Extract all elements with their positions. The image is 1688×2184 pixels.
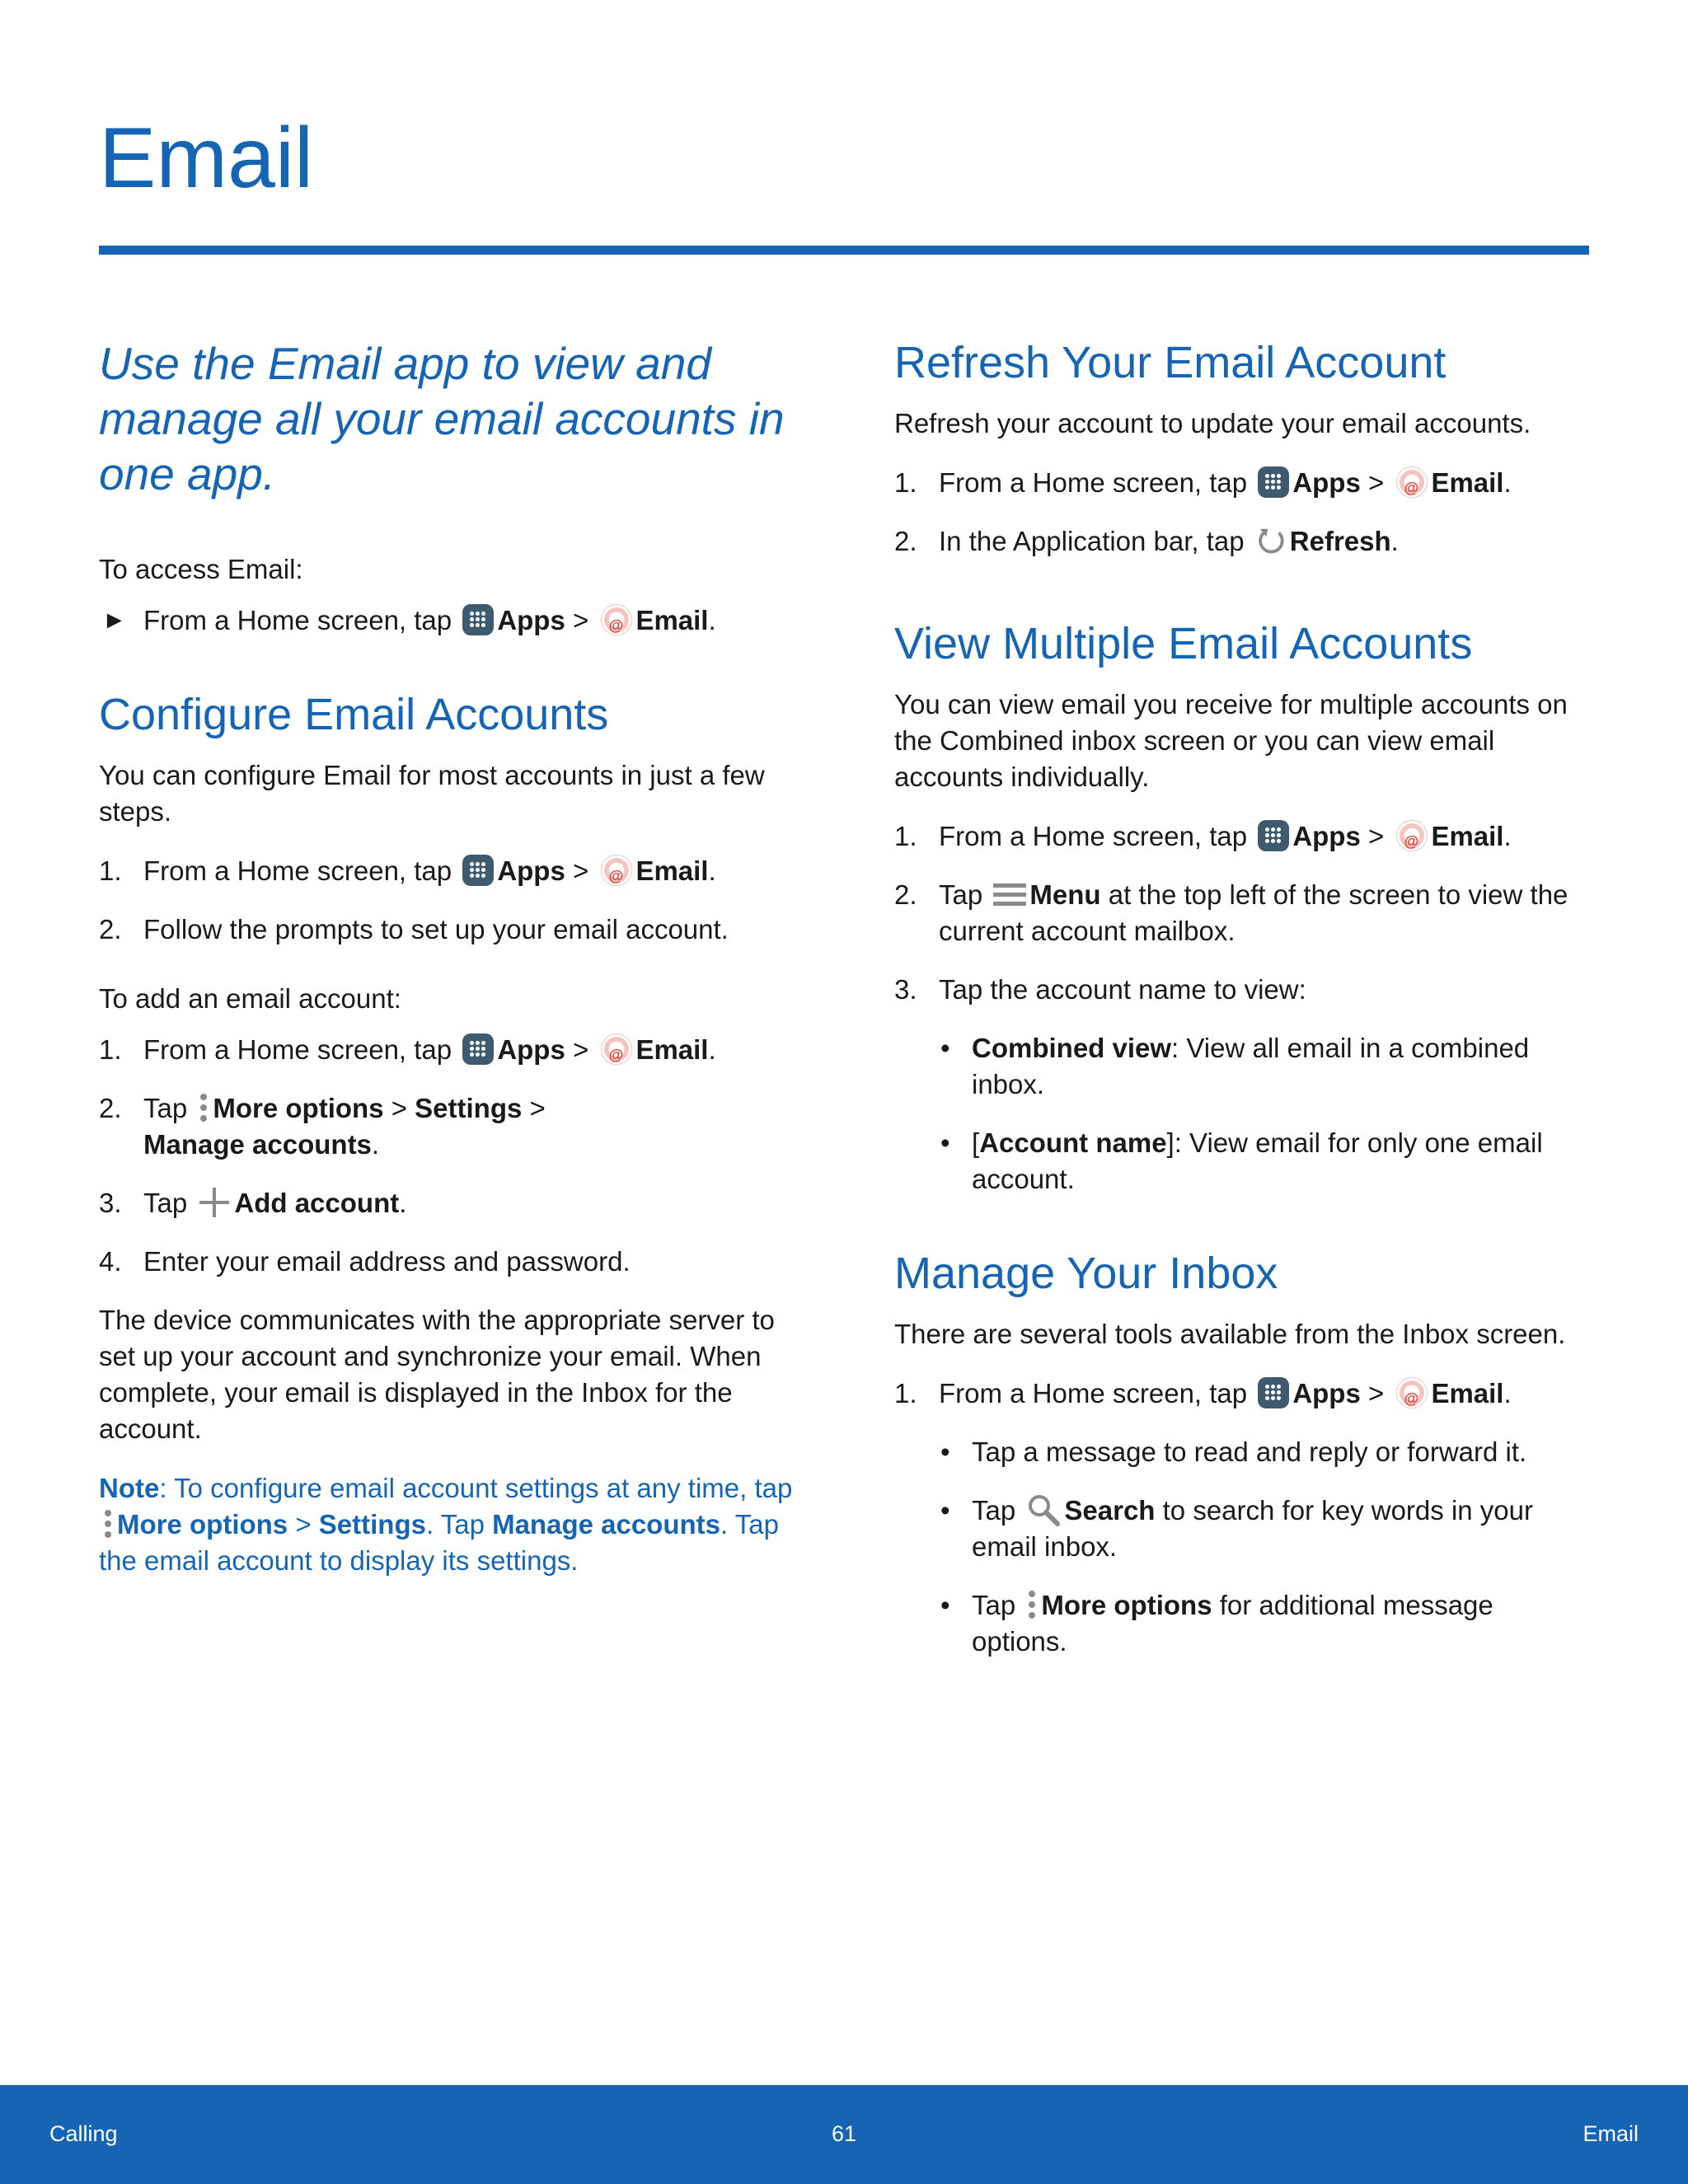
multiple-steps bbox=[894, 818, 1591, 1197]
page-number: 61 bbox=[831, 2121, 857, 2146]
refresh-steps bbox=[894, 465, 1591, 560]
note-text: Note: To configure email account settings at any time, tap More options > Settings. Tap Manage accounts. Tap the email account to display its settings. bbox=[99, 1473, 793, 1576]
more-options-icon bbox=[102, 1508, 114, 1541]
email-app-icon bbox=[1395, 1376, 1428, 1408]
refresh-section bbox=[894, 336, 1591, 560]
refresh-heading: Refresh Your Email Account bbox=[894, 338, 1447, 387]
refresh-icon bbox=[1255, 526, 1287, 557]
apps-grid-icon bbox=[462, 604, 494, 635]
email-app-icon bbox=[599, 853, 632, 886]
list-item: 4. Enter your email address and password. bbox=[99, 1246, 631, 1277]
intro-text: Use the Email app to view and manage all your email accounts in one app. bbox=[99, 338, 785, 499]
inbox-tools bbox=[939, 1434, 1591, 1660]
apps-grid-icon bbox=[462, 1033, 494, 1065]
list-item: • Combined view: View all email in a combined inbox. bbox=[940, 1033, 1530, 1099]
more-options-icon bbox=[198, 1092, 209, 1125]
configure-desc: You can configure Email for most accounts in just a few steps. bbox=[99, 760, 765, 827]
list-item: 3. Tap Add account. bbox=[99, 1188, 407, 1218]
multiple-section bbox=[894, 617, 1591, 1197]
multiple-desc: You can view email you receive for multiple accounts on the Combined inbox screen or you can view email accounts individually. bbox=[894, 689, 1568, 792]
left-column bbox=[99, 336, 799, 1579]
add-account-steps bbox=[99, 1032, 799, 1280]
account-view-options bbox=[939, 1030, 1591, 1197]
list-item: 2. Follow the prompts to set up your email account. bbox=[99, 914, 729, 944]
list-item: • Tap a message to read and reply or forward it. bbox=[940, 1436, 1527, 1467]
refresh-desc: Refresh your account to update your email accounts. bbox=[894, 408, 1531, 438]
device-text: The device communicates with the appropriate server to set up your account and synchronize your email. When complete, your email is displayed in the Inbox for the account. bbox=[99, 1305, 775, 1444]
email-app-icon bbox=[599, 602, 632, 635]
apps-grid-icon bbox=[1258, 466, 1289, 498]
title-rule bbox=[99, 246, 1589, 255]
page-footer bbox=[0, 2085, 1688, 2184]
footer-chapter-label: Email bbox=[1582, 2121, 1639, 2146]
access-label: To access Email: bbox=[99, 554, 303, 584]
list-item: • [Account name]: View email for only one email account. bbox=[940, 1127, 1543, 1194]
hamburger-menu-icon bbox=[993, 881, 1026, 909]
more-options-icon bbox=[1026, 1589, 1038, 1622]
email-app-icon bbox=[1395, 818, 1428, 851]
list-item: • Tap Search to search for key words in your email inbox. bbox=[939, 1493, 1591, 1565]
inbox-steps bbox=[894, 1376, 1591, 1660]
multiple-heading: View Multiple Email Accounts bbox=[894, 619, 1473, 668]
search-icon bbox=[1026, 1493, 1061, 1527]
list-item: 2. Tap Menu at the top left of the screen to view the current account mailbox. bbox=[894, 879, 1568, 946]
plus-icon bbox=[198, 1186, 231, 1219]
list-item: 2. In the Application bar, tap Refresh. bbox=[894, 526, 1399, 556]
triangle-bullet-icon: ► bbox=[102, 607, 127, 634]
page-title: Email bbox=[99, 110, 314, 206]
list-item: 1. From a Home screen, tap Apps > @ Email. bbox=[99, 853, 799, 889]
list-item: 1. From a Home screen, tap Apps > @ Email. bbox=[99, 1032, 799, 1068]
configure-steps bbox=[99, 853, 799, 948]
list-item: 1. From a Home screen, tap Apps > @ Email. bbox=[894, 465, 1591, 501]
list-item: • Tap More options for additional message options. bbox=[940, 1590, 1493, 1657]
apps-grid-icon bbox=[1258, 1377, 1289, 1408]
list-item: 1. From a Home screen, tap Apps > @ Email. bbox=[894, 818, 1591, 855]
apps-grid-icon bbox=[1258, 820, 1289, 851]
list-item: 3. Tap the account name to view: • Combined view: View all email in a combined inbox. • [Account name]: View email for only one email account. bbox=[894, 972, 1591, 1197]
configure-section bbox=[99, 688, 799, 1579]
footer-section-label: Calling bbox=[49, 2121, 118, 2146]
add-account-label: To add an email account: bbox=[99, 983, 401, 1014]
list-item: 2. Tap More options > Settings > Manage accounts. bbox=[99, 1093, 546, 1160]
configure-heading: Configure Email Accounts bbox=[99, 690, 609, 739]
email-app-icon bbox=[599, 1032, 632, 1065]
inbox-heading: Manage Your Inbox bbox=[894, 1249, 1278, 1298]
list-item: 1. From a Home screen, tap Apps > @ Email. • Tap a message to read and reply or forward it. • Tap Search to search for key words in your email inbox. • Tap More options for additional message options. bbox=[894, 1376, 1591, 1660]
inbox-section bbox=[894, 1247, 1591, 1660]
apps-grid-icon bbox=[462, 855, 494, 886]
inbox-desc: There are several tools available from the Inbox screen. bbox=[894, 1319, 1566, 1349]
email-app-icon bbox=[1395, 465, 1428, 498]
access-step: ► From a Home screen, tap Apps > @ Email. bbox=[99, 602, 799, 639]
right-column bbox=[894, 336, 1591, 1682]
